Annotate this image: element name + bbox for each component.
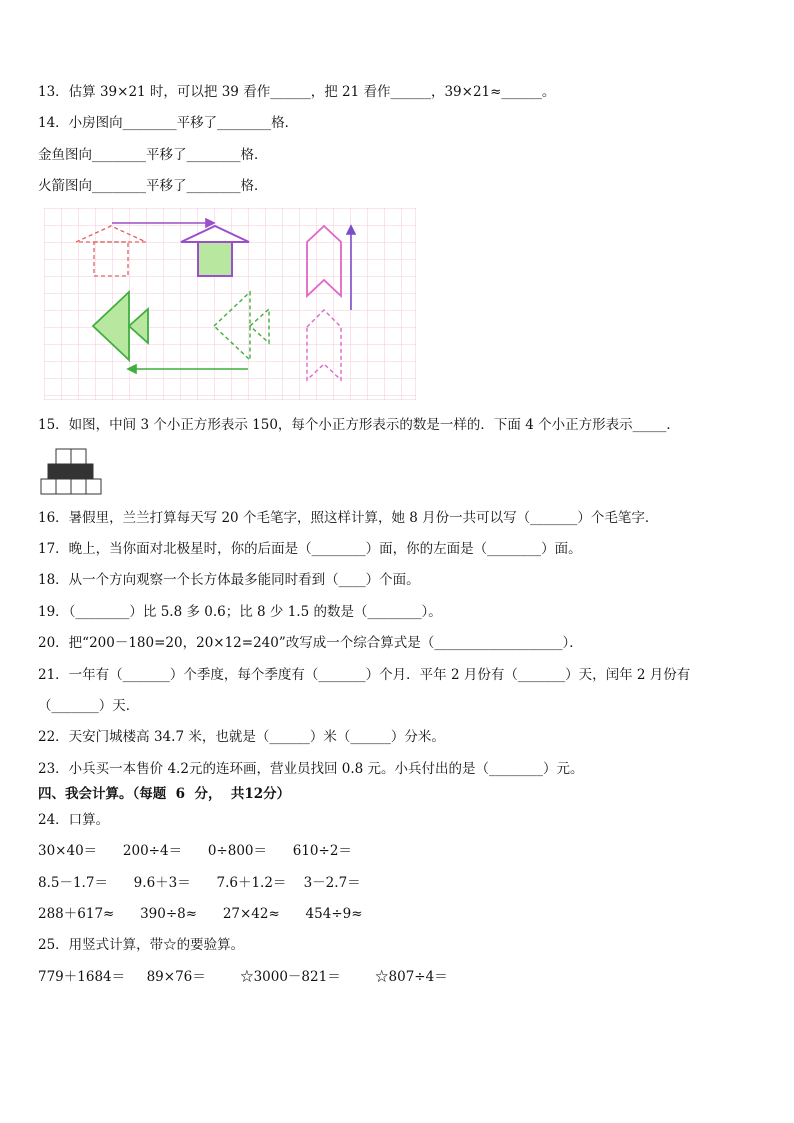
bottom-square-1 — [41, 479, 56, 494]
question-13: 13．估算 39×21 时，可以把 39 看作______，把 21 看作______，39×21≈______。 — [38, 84, 556, 100]
question-22: 22．天安门城楼高 34.7 米，也就是（______）米（______）分米。 — [38, 729, 445, 745]
translation-grid-figure — [44, 208, 416, 400]
section-4-heading: 四、我会计算。（每题 6 分， 共12分） — [38, 786, 291, 802]
question-24-row-1: 30×40＝ 200÷4＝ 0÷800＝ 610÷2＝ — [38, 843, 352, 859]
question-17: 17．晚上，当你面对北极星时，你的后面是（________）面，你的左面是（________）面。 — [38, 541, 582, 557]
question-18: 18．从一个方向观察一个长方体最多能同时看到（____）个面。 — [38, 572, 420, 588]
top-square-1 — [56, 449, 71, 464]
middle-square-2 — [63, 464, 78, 479]
question-25-row-1: 779＋1684＝ 89×76＝ ☆3000－821＝ ☆807÷4＝ — [38, 969, 448, 985]
question-14-line-1: 14．小房图向________平移了________格． — [38, 115, 299, 131]
question-21-line-1: 21．一年有（_______）个季度，每个季度有（_______）个月．平年 2 月份有（_______）天，闰年 2 月份有 — [38, 667, 691, 683]
question-16: 16．暑假里，兰兰打算每天写 20 个毛笔字，照这样计算，她 8 月份一共可以写（_______）个毛笔字． — [38, 510, 659, 526]
question-25-title: 25．用竖式计算，带☆的要验算。 — [38, 937, 245, 953]
question-19: 19．（________）比 5.8 多 0.6；比 8 少 1.5 的数是（________）。 — [38, 604, 442, 620]
middle-square-1 — [48, 464, 63, 479]
middle-square-3 — [78, 464, 93, 479]
bottom-square-3 — [71, 479, 86, 494]
question-23: 23．小兵买一本售价 4.2元的连环画，营业员找回 0.8 元。小兵付出的是（________）元。 — [38, 761, 584, 777]
top-square-2 — [71, 449, 86, 464]
question-21-line-2: （_______）天． — [38, 698, 140, 714]
question-15: 15．如图，中间 3 个小正方形表示 150，每个小正方形表示的数是一样的．下面 4 个小正方形表示_____． — [38, 417, 680, 433]
question-24-title: 24．口算。 — [38, 812, 110, 828]
stacked-squares-figure — [40, 447, 102, 497]
question-20: 20．把“200－180=20，20×12=240”改写成一个综合算式是（___________________）． — [38, 635, 583, 651]
question-24-row-3: 288＋617≈ 390÷8≈ 27×42≈ 454÷9≈ — [38, 906, 363, 922]
question-14-line-3: 火箭图向________平移了________格． — [38, 178, 268, 194]
bottom-square-4 — [86, 479, 101, 494]
question-24-row-2: 8.5－1.7＝ 9.6＋3＝ 7.6＋1.2＝ 3－2.7＝ — [38, 875, 361, 891]
bottom-square-2 — [56, 479, 71, 494]
question-14-line-2: 金鱼图向________平移了________格． — [38, 147, 268, 163]
